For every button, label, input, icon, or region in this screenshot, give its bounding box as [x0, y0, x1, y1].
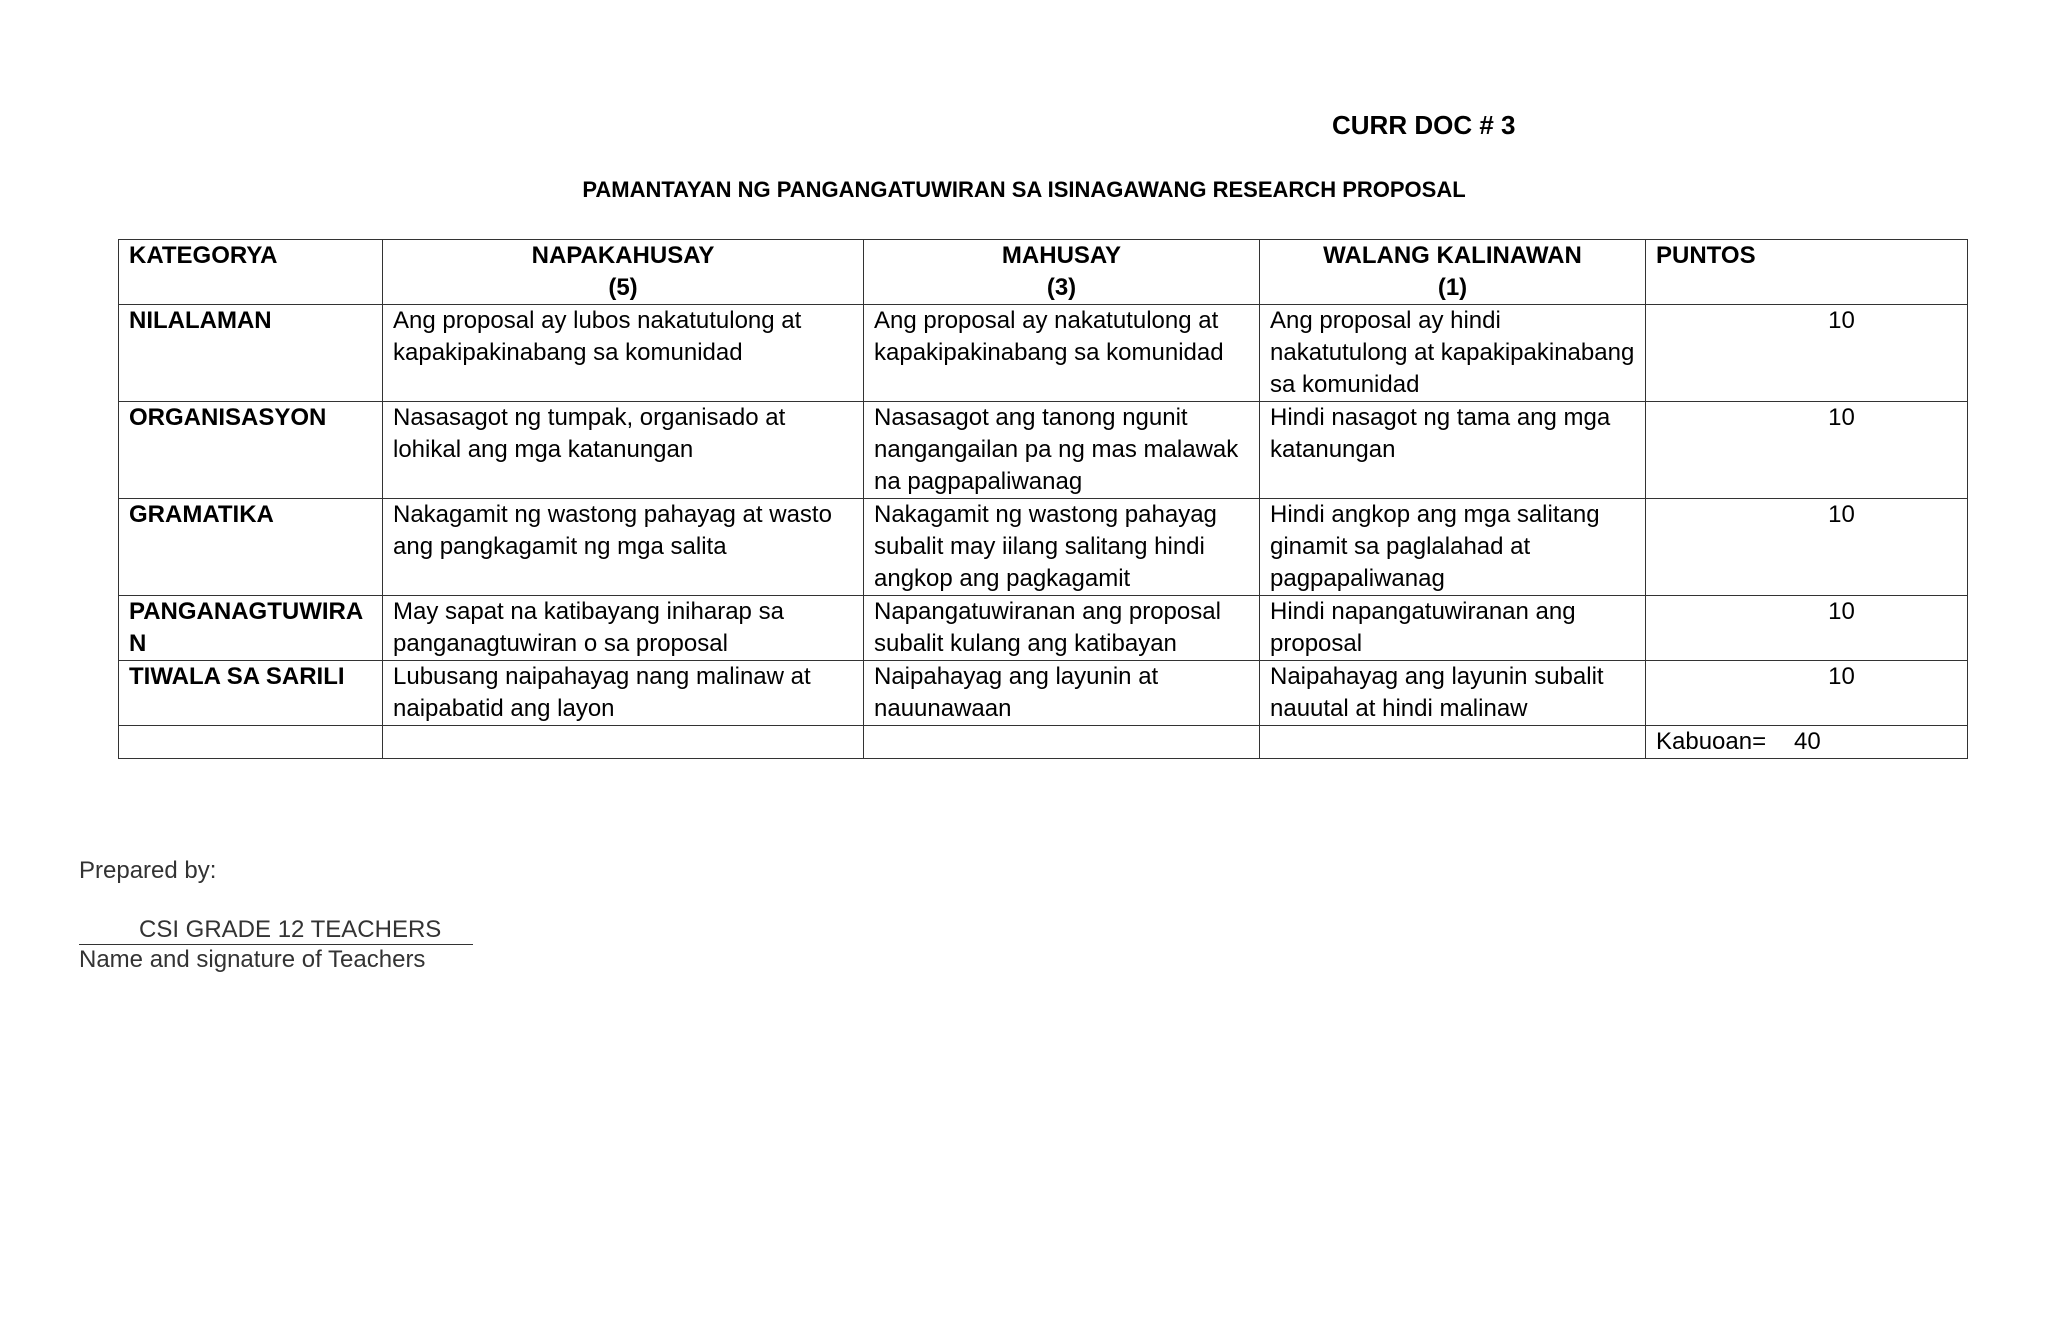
- row-walang-kalinawan: Naipahayag ang layunin subalit nauutal at hindi malinaw: [1260, 661, 1646, 726]
- document-number: CURR DOC # 3: [1332, 110, 1516, 140]
- row-napakahusay: May sapat na katibayang iniharap sa panganagtuwiran o sa proposal: [383, 596, 864, 661]
- row-category: GRAMATIKA: [119, 499, 383, 596]
- table-total-row: [119, 726, 1968, 759]
- header-puntos-label: PUNTOS: [1656, 242, 1756, 269]
- header-puntos: [1646, 240, 1968, 305]
- document-title: PAMANTAYAN NG PANGANGATUWIRAN SA ISINAGAWANG RESEARCH PROPOSAL: [582, 177, 1466, 202]
- empty-cell: [119, 726, 383, 759]
- row-mahusay: Naipahayag ang layunin at nauunawaan: [864, 661, 1260, 726]
- row-puntos: 10: [1646, 499, 1968, 596]
- row-category: TIWALA SA SARILI: [119, 661, 383, 726]
- row-mahusay: Napangatuwiranan ang proposal subalit kulang ang katibayan: [864, 596, 1260, 661]
- row-mahusay: Nasasagot ang tanong ngunit nangangailan pa ng mas malawak na pagpapaliwanag: [864, 402, 1260, 499]
- table-row: [119, 402, 1968, 499]
- row-walang-kalinawan: Ang proposal ay hindi nakatutulong at kapakipakinabang sa komunidad: [1260, 305, 1646, 402]
- table-row: [119, 596, 1968, 661]
- header-kategorya-label: KATEGORYA: [129, 242, 278, 269]
- signature-line: [79, 916, 473, 945]
- total-value: 40: [1794, 728, 1821, 755]
- empty-cell: [864, 726, 1260, 759]
- row-category: NILALAMAN: [119, 305, 383, 402]
- prepared-by-label: Prepared by:: [79, 857, 217, 884]
- header-napakahusay: [383, 240, 864, 305]
- row-napakahusay: Ang proposal ay lubos nakatutulong at kapakipakinabang sa komunidad: [383, 305, 864, 402]
- row-category: ORGANISASYON: [119, 402, 383, 499]
- header-kategorya: [119, 240, 383, 305]
- table-row: [119, 661, 1968, 726]
- empty-cell: [1260, 726, 1646, 759]
- row-puntos: 10: [1646, 596, 1968, 661]
- total-label: Kabuoan=: [1656, 728, 1767, 755]
- row-napakahusay: Lubusang naipahayag nang malinaw at naipabatid ang layon: [383, 661, 864, 726]
- row-puntos: 10: [1646, 305, 1968, 402]
- header-walang-kalinawan-label: WALANG KALINAWAN: [1323, 242, 1582, 269]
- row-mahusay: Ang proposal ay nakatutulong at kapakipakinabang sa komunidad: [864, 305, 1260, 402]
- header-napakahusay-score: (5): [608, 274, 638, 301]
- header-mahusay-score: (3): [1046, 274, 1077, 301]
- row-puntos: 10: [1646, 661, 1968, 726]
- row-napakahusay: Nasasagot ng tumpak, organisado at lohikal ang mga katanungan: [383, 402, 864, 499]
- row-walang-kalinawan: Hindi angkop ang mga salitang ginamit sa paglalahad at pagpapaliwanag: [1260, 499, 1646, 596]
- signatory-name: CSI GRADE 12 TEACHERS: [139, 916, 442, 943]
- row-walang-kalinawan: Hindi nasagot ng tama ang mga katanungan: [1260, 402, 1646, 499]
- row-walang-kalinawan: Hindi napangatuwiranan ang proposal: [1260, 596, 1646, 661]
- header-walang-kalinawan-score: (1): [1437, 274, 1468, 301]
- header-napakahusay-label: NAPAKAHUSAY: [531, 242, 715, 269]
- rubric-table: [118, 239, 1968, 759]
- header-mahusay: [864, 240, 1260, 305]
- empty-cell: [383, 726, 864, 759]
- row-napakahusay: Nakagamit ng wastong pahayag at wasto ang pangkagamit ng mga salita: [383, 499, 864, 596]
- row-puntos: 10: [1646, 402, 1968, 499]
- total-cell: [1646, 726, 1968, 759]
- header-walang-kalinawan: [1260, 240, 1646, 305]
- header-mahusay-label: MAHUSAY: [1001, 242, 1122, 269]
- signature-caption: Name and signature of Teachers: [79, 946, 426, 973]
- row-category: PANGANAGTUWIRAN: [119, 596, 383, 661]
- table-header-row: [119, 240, 1968, 305]
- table-row: [119, 305, 1968, 402]
- table-row: [119, 499, 1968, 596]
- row-mahusay: Nakagamit ng wastong pahayag subalit may iilang salitang hindi angkop ang pagkagamit: [864, 499, 1260, 596]
